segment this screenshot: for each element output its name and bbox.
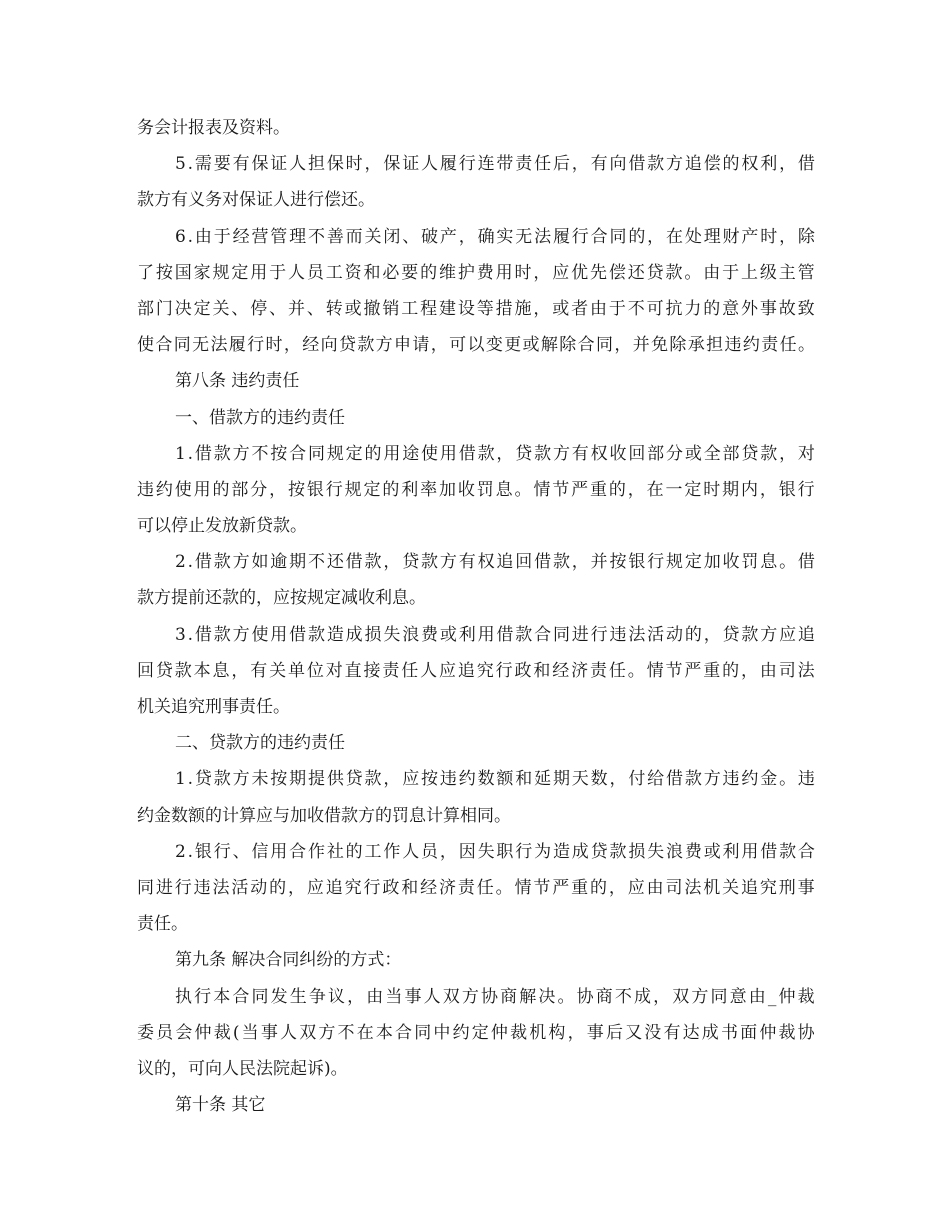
paragraph-line: 2 . 银 行 、 信 用 合 作 社 的 工 作 人 员 ， 因 失 职 行 为 造 成 贷 款 损 失 浪 费 或 利 用 借 款 合: [175, 841, 815, 862]
paragraph-line: 务会计报表及资料。: [137, 118, 290, 138]
paragraph-line: 二、贷款方的违约责任: [175, 733, 345, 754]
paragraph-line: 责任。: [137, 914, 188, 935]
paragraph-line: 使 合 同 无 法 履 行 时 ， 经 向 贷 款 方 申 请 ， 可 以 变 更 或 解 除 合 同 ， 并 免 除 承 担 违 约 责 任 。: [137, 335, 815, 356]
paragraph-line: 第十条 其它: [175, 1095, 266, 1116]
paragraph-line: 约金数额的计算应与加收借款方的罚息计算相同。: [137, 805, 511, 826]
paragraph-line: 1 . 借 款 方 不 按 合 同 规 定 的 用 途 使 用 借 款 ， 贷 款 方 有 权 收 回 部 分 或 全 部 贷 款 ， 对: [175, 443, 815, 464]
paragraph-line: 款方有义务对保证人进行偿还。: [137, 190, 375, 211]
paragraph-line: 3 . 借 款 方 使 用 借 款 造 成 损 失 浪 费 或 利 用 借 款 合 同 进 行 违 法 活 动 的 ， 贷 款 方 应 追: [175, 624, 815, 645]
paragraph-line: 5 . 需 要 有 保 证 人 担 保 时 ， 保 证 人 履 行 连 带 责 任 后 ， 有 向 借 款 方 追 偿 的 权 利 ， 借: [175, 154, 815, 175]
paragraph-line: 机关追究刑事责任。: [137, 697, 290, 717]
paragraph-line: 一、借款方的违约责任: [175, 407, 345, 428]
paragraph-line: 可以停止发放新贷款。: [137, 516, 307, 537]
paragraph-line: 款方提前还款的，应按规定减收利息。: [137, 588, 426, 609]
paragraph-line: 部 门 决 定 关 、 停 、 并 、 转 或 撤 销 工 程 建 设 等 措 施 ， 或 者 由 于 不 可 抗 力 的 意 外 事 故 致: [137, 298, 815, 319]
paragraph-line: 议的，可向人民法院起诉)。: [137, 1058, 348, 1079]
paragraph-line: 2 . 借 款 方 如 逾 期 不 还 借 款 ， 贷 款 方 有 权 追 回 借 款 ， 并 按 银 行 规 定 加 收 罚 息 。 借: [175, 552, 815, 573]
paragraph-line: 违 约 使 用 的 部 分 ， 按 银 行 规 定 的 利 率 加 收 罚 息 。 情 节 严 重 的 ， 在 一 定 时 期 内 ， 银 行: [137, 479, 815, 500]
paragraph-line: 6 . 由 于 经 营 管 理 不 善 而 关 闭 、 破 产 ， 确 实 无 法 履 行 合 同 的 ， 在 处 理 财 产 时 ， 除: [175, 226, 815, 247]
paragraph-line: 了 按 国 家 规 定 用 于 人 员 工 资 和 必 要 的 维 护 费 用 时 ， 应 优 先 偿 还 贷 款 。 由 于 上 级 主 管: [137, 262, 815, 283]
document-page: [137, 110, 815, 1123]
paragraph-line: 执 行 本 合 同 发 生 争 议 ， 由 当 事 人 双 方 协 商 解 决 。 协 商 不 成 ， 双 方 同 意 由 _ 仲 裁: [175, 986, 815, 1007]
paragraph-line: 第九条 解决合同纠纷的方式：: [175, 950, 402, 971]
paragraph-line: 第八条 违约责任: [175, 371, 300, 392]
paragraph-line: 1 . 贷 款 方 未 按 期 提 供 贷 款 ， 应 按 违 约 数 额 和 延 期 天 数 ， 付 给 借 款 方 违 约 金 。 违: [175, 769, 815, 790]
paragraph-line: 同 进 行 违 法 活 动 的 ， 应 追 究 行 政 和 经 济 责 任 。 情 节 严 重 的 ， 应 由 司 法 机 关 追 究 刑 事: [137, 877, 815, 898]
paragraph-line: 回 贷 款 本 息 ， 有 关 单 位 对 直 接 责 任 人 应 追 究 行 政 和 经 济 责 任 。 情 节 严 重 的 ， 由 司 法: [137, 660, 815, 681]
paragraph-line: 委 员 会 仲 裁 ( 当 事 人 双 方 不 在 本 合 同 中 约 定 仲 裁 机 构 ， 事 后 又 没 有 达 成 书 面 仲 裁 协: [137, 1022, 815, 1043]
